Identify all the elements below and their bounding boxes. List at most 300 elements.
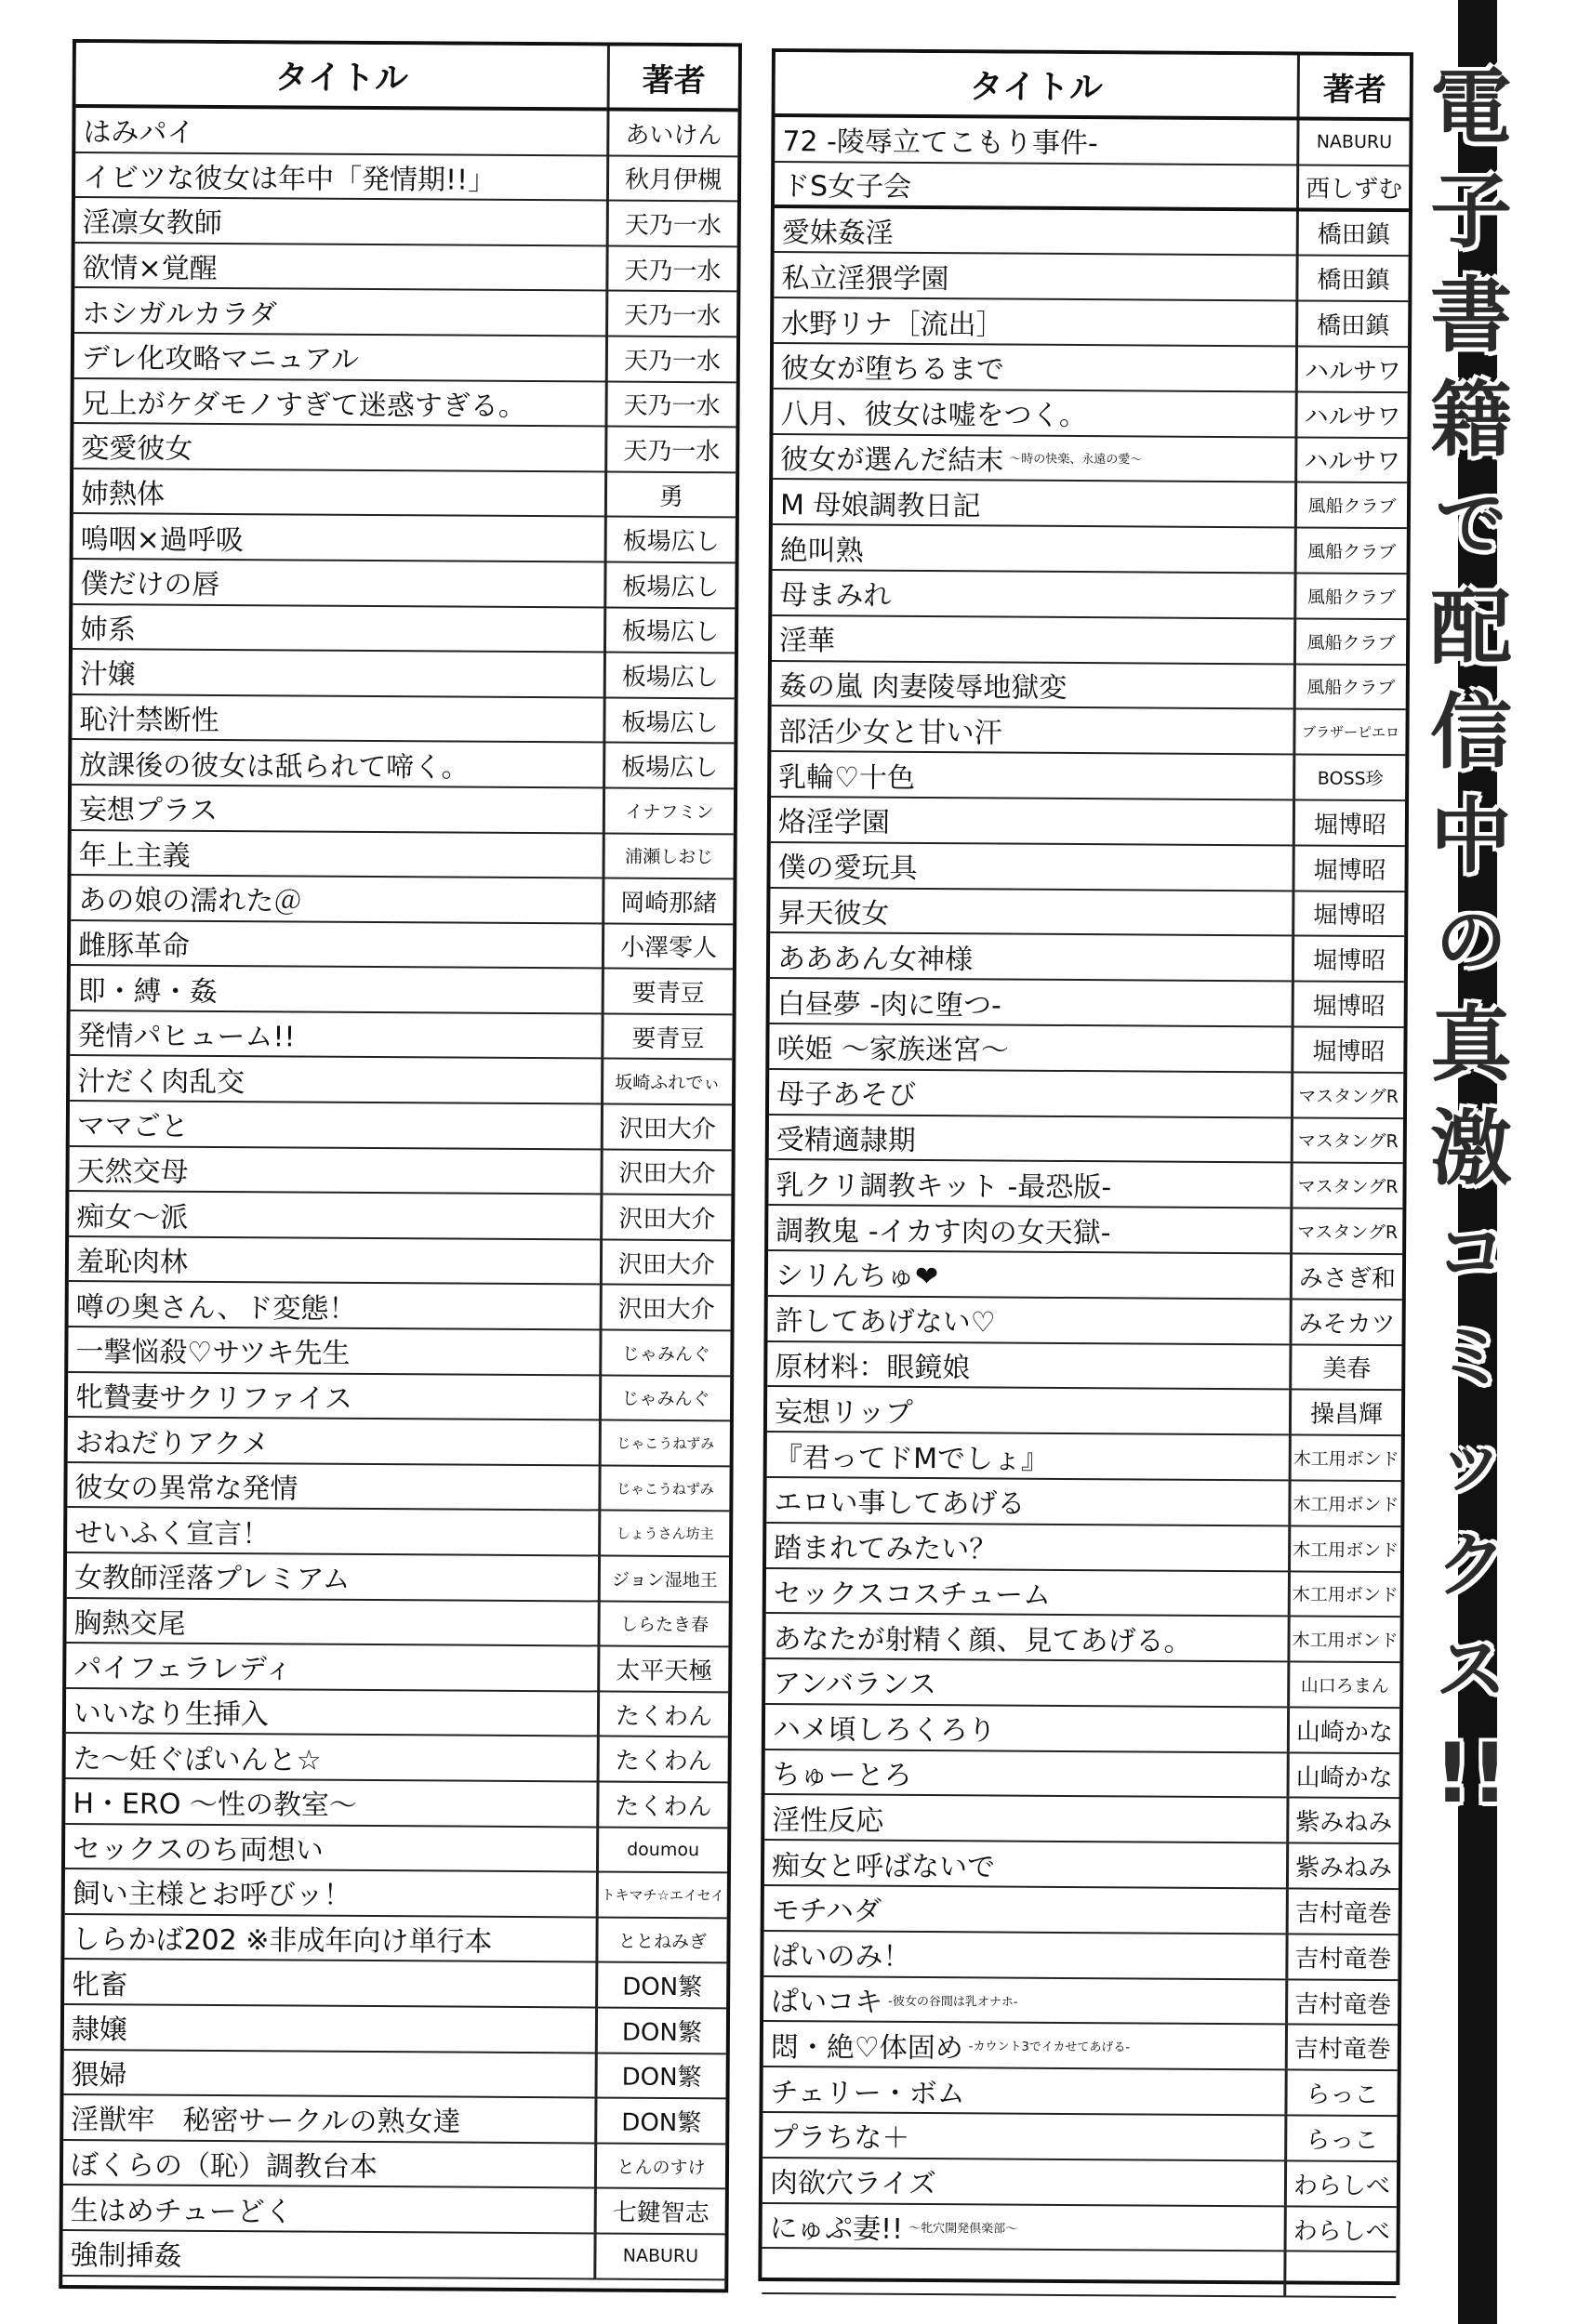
title-column-header: タイトル <box>776 52 1300 116</box>
title-text: ぼくらの（恥）調教台本 <box>70 2149 378 2185</box>
table-row <box>762 2113 1397 2162</box>
author-cell: 堀博昭 <box>1313 811 1386 839</box>
table-row <box>770 843 1404 892</box>
table-row <box>71 921 733 971</box>
title-cell <box>65 1825 599 1871</box>
table-row <box>773 390 1407 439</box>
table-row <box>63 2095 725 2145</box>
title-text: 淫性反応 <box>772 1803 884 1838</box>
table-row <box>66 1734 728 1783</box>
author-column-header: 著者 <box>642 61 706 99</box>
author-cell: 沢田大介 <box>618 1160 716 1189</box>
table-row <box>64 1960 726 2009</box>
left-title-table <box>59 39 742 2292</box>
title-cell <box>763 1977 1288 2024</box>
author-cell: 操昌輝 <box>1309 1400 1384 1430</box>
table-row <box>70 1056 732 1105</box>
title-text: パイフェラレディ <box>73 1652 293 1686</box>
banner-char: 子 <box>1429 164 1512 259</box>
table-row <box>774 298 1408 348</box>
title-text: 咲姫 〜家族迷宮〜 <box>776 1033 1010 1067</box>
author-cell: 堀博昭 <box>1313 902 1386 931</box>
right-table-body <box>762 117 1409 2298</box>
author-cell: 木工用ボンド <box>1292 1584 1399 1606</box>
banner-char: の <box>1436 899 1506 982</box>
title-text: 『君ってドMでしょ』 <box>774 1441 1050 1476</box>
banner-char: コ <box>1436 1211 1506 1294</box>
title-cell <box>67 1553 601 1600</box>
table-row <box>75 198 737 247</box>
table-row <box>66 1689 728 1738</box>
title-text: 噂の奥さん、ド変態！ <box>75 1290 357 1326</box>
author-cell: 吉村竜巻 <box>1294 1990 1392 2019</box>
table-row <box>74 334 736 383</box>
author-cell: わらしべ <box>1293 2172 1391 2200</box>
banner-char: ス <box>1436 1628 1506 1710</box>
title-text: 妄想プラス <box>78 794 219 828</box>
title-text: 一撃悩殺♡サツキ先生 <box>75 1336 351 1371</box>
table-row <box>66 1599 728 1648</box>
author-cell: 橋田鎮 <box>1317 311 1390 341</box>
table-row <box>774 344 1408 393</box>
table-row <box>72 740 734 789</box>
title-text: セックスのち両想い <box>72 1832 324 1868</box>
title-text: シリんちゅ❤ <box>775 1260 939 1294</box>
title-cell <box>75 198 609 244</box>
title-cell <box>72 740 605 786</box>
title-cell <box>770 979 1294 1025</box>
title-cell <box>73 514 607 561</box>
title-cell <box>68 1327 602 1374</box>
author-cell: みそカツ <box>1298 1310 1396 1339</box>
title-cell <box>75 153 609 200</box>
author-cell: ハルサワ <box>1304 447 1401 477</box>
table-header <box>776 52 1410 121</box>
title-text: 愛妹姦淫 <box>781 217 894 250</box>
title-cell <box>774 253 1298 299</box>
title-subtitle: 〜牝穴開発倶楽部〜 <box>908 2221 1018 2237</box>
title-text: ぱいのみ！ <box>771 1940 911 1974</box>
title-text: 母子あそび <box>776 1078 917 1113</box>
title-cell <box>767 1433 1292 1479</box>
table-row <box>773 435 1407 484</box>
table-row <box>73 605 735 654</box>
title-cell <box>773 480 1297 526</box>
title-cell <box>71 966 604 1012</box>
author-cell: 天乃一水 <box>623 437 721 467</box>
title-text: 変愛彼女 <box>81 432 193 467</box>
table-row <box>767 1297 1401 1346</box>
title-cell <box>74 288 608 335</box>
author-cell: 風船クラブ <box>1306 632 1396 654</box>
title-cell <box>68 1418 602 1464</box>
title-cell <box>62 2231 596 2278</box>
author-cell: 太平天極 <box>616 1657 713 1686</box>
table-row <box>773 525 1407 574</box>
title-cell <box>63 2185 597 2232</box>
title-text: アンバランス <box>773 1668 937 1702</box>
title-text: 発情パヒューム!! <box>77 1020 296 1054</box>
title-text: 乳クリ調教キット -最恐版- <box>776 1169 1112 1204</box>
author-cell: 天乃一水 <box>624 257 722 285</box>
author-cell: NABURU <box>1316 131 1393 153</box>
title-cell <box>770 843 1294 890</box>
title-text: 痴女〜派 <box>76 1200 189 1235</box>
table-row <box>772 616 1406 666</box>
title-text: 私立淫猥学園 <box>781 261 949 296</box>
title-text: 烙淫学園 <box>777 806 891 840</box>
banner-char: ッ <box>1436 1419 1506 1502</box>
title-subtitle: -彼女の谷間は乳オナホ- <box>888 1994 1018 2010</box>
table-row <box>65 1869 727 1919</box>
table-row <box>771 706 1405 756</box>
table-header <box>76 43 738 112</box>
table-row <box>63 2141 725 2190</box>
title-cell <box>767 1387 1292 1433</box>
title-text: 八月、彼女は嘘をつく。 <box>780 398 1088 433</box>
table-row <box>69 1282 731 1331</box>
author-cell: 岡崎那緒 <box>620 889 718 918</box>
title-text: 彼女の異常な発情 <box>74 1472 298 1506</box>
table-row <box>771 798 1405 847</box>
title-cell <box>770 933 1294 980</box>
author-cell: 橋田鎮 <box>1317 221 1390 250</box>
title-text: 白昼夢 -肉に堕つ- <box>776 987 1002 1023</box>
title-cell <box>66 1644 600 1690</box>
title-cell <box>762 2067 1287 2114</box>
title-text: 僕の愛玩具 <box>777 852 918 886</box>
title-text: 悶・絶♡体固め <box>770 2030 963 2066</box>
table-row <box>764 1795 1399 1844</box>
author-cell: 板場広し <box>621 708 719 737</box>
table-row <box>62 2231 724 2280</box>
table-row <box>75 153 737 203</box>
title-cell <box>775 208 1299 255</box>
title-text: た〜妊ぐぽいんと☆ <box>73 1742 322 1777</box>
author-cell: 吉村竜巻 <box>1293 2035 1391 2065</box>
title-text: 年上主義 <box>78 838 191 873</box>
author-cell: doumou <box>627 1839 700 1861</box>
table-row <box>767 1387 1401 1436</box>
title-text: 調教鬼 -イカす肉の女天獄- <box>776 1214 1111 1249</box>
table-row <box>768 1251 1402 1301</box>
banner-char: 籍 <box>1429 372 1512 468</box>
table-row <box>64 2005 726 2054</box>
title-text: 痴女と呼ばないで <box>771 1849 996 1884</box>
title-cell <box>68 1373 602 1419</box>
author-cell: DON繁 <box>621 2018 702 2047</box>
title-text: あの娘の濡れた＠ <box>78 884 302 918</box>
author-cell: 堀博昭 <box>1313 856 1386 885</box>
author-cell <box>1286 2252 1396 2297</box>
table-row <box>762 2204 1397 2253</box>
title-cell <box>765 1659 1290 1706</box>
author-cell: 勇 <box>658 482 684 511</box>
author-cell: 板場広し <box>622 527 720 557</box>
table-row <box>775 208 1409 257</box>
title-text: 雌豚革命 <box>77 930 191 963</box>
title-text: 彼女が堕ちるまで <box>780 352 1004 387</box>
title-subtitle: -カウント3でイカせてあげる- <box>968 2040 1131 2055</box>
title-column-header: タイトル <box>76 43 610 108</box>
title-text: 妄想リップ <box>774 1395 913 1430</box>
title-text: ママごと <box>76 1110 189 1144</box>
banner-char: で <box>1436 482 1506 565</box>
title-text: 天然交母 <box>76 1155 189 1189</box>
banner-char: ク <box>1436 1524 1506 1606</box>
table-row <box>67 1508 729 1557</box>
banner-char: !! <box>1433 1725 1509 1821</box>
table-row <box>72 695 734 745</box>
author-cell: 浦瀬しおじ <box>625 846 714 868</box>
title-text: 胸熱交尾 <box>73 1606 186 1641</box>
author-cell: 沢田大介 <box>618 1205 716 1235</box>
title-cell <box>66 1689 600 1736</box>
title-text: あああん女神様 <box>776 942 974 977</box>
table-row <box>765 1659 1399 1709</box>
table-row <box>64 1915 726 1964</box>
author-cell: 板場広し <box>621 663 719 693</box>
table-row <box>67 1463 729 1512</box>
title-cell <box>65 1779 599 1826</box>
title-text: H・ERO 〜性の教室〜 <box>73 1788 358 1823</box>
author-cell: 山崎かな <box>1295 1763 1393 1792</box>
title-subtitle: 〜時の快楽、永遠の愛〜 <box>1009 453 1143 468</box>
title-cell <box>775 163 1299 207</box>
table-row <box>73 424 736 473</box>
table-row <box>769 1024 1403 1074</box>
title-text: 乳輪♡十色 <box>778 760 916 795</box>
title-text: 生はめチューどく <box>70 2194 293 2229</box>
author-cell: 木工用ボンド <box>1293 1539 1399 1561</box>
table-row <box>770 889 1404 938</box>
title-cell <box>764 1886 1289 1933</box>
author-cell: あいけん <box>625 121 723 151</box>
title-text: 女教師淫落プレミアム <box>73 1562 351 1597</box>
author-cell: じゃこうねずみ <box>617 1434 715 1453</box>
title-text: 即・縛・姦 <box>77 974 218 1009</box>
author-cell: マスタングR <box>1298 1086 1399 1107</box>
author-cell: マスタングR <box>1297 1176 1399 1198</box>
title-text: ハメ頃しろくろり <box>772 1713 997 1748</box>
author-cell: 沢田大介 <box>617 1295 715 1325</box>
author-cell: しょうさん坊主 <box>616 1525 714 1543</box>
title-cell <box>771 706 1295 753</box>
title-cell <box>67 1508 601 1554</box>
table-row <box>63 2185 725 2235</box>
author-cell: 木工用ボンド <box>1293 1494 1399 1515</box>
table-row <box>775 163 1409 212</box>
title-cell <box>769 1024 1293 1071</box>
title-cell <box>768 1160 1293 1207</box>
table-row <box>775 117 1409 166</box>
table-row <box>767 1342 1401 1392</box>
title-text: エロい事してあげる <box>774 1486 1026 1521</box>
author-cell: 板場広し <box>622 617 720 647</box>
table-row <box>66 1644 728 1693</box>
right-title-table <box>758 48 1413 2285</box>
author-cell: マスタングR <box>1297 1130 1399 1153</box>
title-cell <box>772 616 1296 663</box>
title-cell <box>768 1297 1293 1343</box>
author-cell: 堀博昭 <box>1312 1037 1386 1066</box>
title-cell <box>768 1206 1293 1252</box>
title-text: 姉系 <box>80 613 137 647</box>
title-cell <box>70 1011 603 1058</box>
author-cell: イナフミン <box>625 801 714 823</box>
title-cell <box>73 650 606 696</box>
title-text: 恥汁禁断性 <box>79 704 219 737</box>
author-cell: じゃみんぐ <box>621 1343 710 1366</box>
table-row <box>71 966 733 1015</box>
table-row <box>769 1070 1403 1119</box>
title-cell <box>762 2204 1287 2251</box>
title-cell <box>772 571 1296 617</box>
title-text: 僕だけの唇 <box>80 568 220 602</box>
title-cell <box>72 695 605 742</box>
table-row <box>67 1553 729 1603</box>
title-cell <box>73 605 606 652</box>
author-cell: 美春 <box>1322 1355 1372 1384</box>
author-cell: らっこ <box>1306 2080 1379 2110</box>
banner-char: 中 <box>1429 788 1512 884</box>
title-text: ホシガルカラダ <box>82 297 278 332</box>
table-row <box>765 1614 1399 1663</box>
author-cell: 天乃一水 <box>624 211 722 241</box>
title-text: 水野リナ［流出］ <box>781 307 1004 342</box>
author-cell: 沢田大介 <box>617 1250 716 1279</box>
title-cell <box>69 1282 603 1328</box>
author-cell: じゃこうねずみ <box>616 1480 715 1498</box>
author-cell: みさぎ和 <box>1298 1264 1397 1293</box>
table-row <box>69 1237 731 1287</box>
title-cell <box>766 1524 1291 1570</box>
table-row <box>74 244 736 293</box>
banner-char: 信 <box>1429 684 1512 780</box>
author-cell: ジョン湿地王 <box>612 1569 718 1591</box>
title-cell <box>69 1147 603 1194</box>
title-cell <box>74 244 608 290</box>
table-row <box>73 560 735 609</box>
title-cell <box>762 2159 1287 2205</box>
author-cell: ブラザーピエロ <box>1301 723 1400 742</box>
title-text: チェリー・ボム <box>770 2076 965 2110</box>
author-cell: DON繁 <box>622 1973 703 2002</box>
table-row <box>63 2051 725 2100</box>
title-text: 淫凛女教師 <box>82 206 222 241</box>
title-cell <box>66 1734 600 1780</box>
banner-char: 配 <box>1429 580 1512 676</box>
title-cell <box>73 560 606 606</box>
author-cell: トキマチ☆エイセイ <box>601 1886 725 1905</box>
author-cell: ととねみぎ <box>617 1931 708 1952</box>
author-cell: 山口ろまん <box>1300 1675 1389 1697</box>
author-cell: 天乃一水 <box>623 391 721 421</box>
author-cell: 小澤零人 <box>619 934 718 963</box>
table-row <box>768 1206 1402 1255</box>
author-cell: 坂崎ふれでぃ <box>615 1072 722 1094</box>
title-text: にゅぷ妻!! <box>769 2212 904 2246</box>
table-row <box>74 288 736 337</box>
title-cell <box>767 1342 1292 1389</box>
title-cell <box>771 798 1295 844</box>
title-cell <box>763 2022 1288 2068</box>
table-row <box>72 786 734 835</box>
table-row <box>72 831 734 880</box>
author-cell: 秋月伊槻 <box>624 166 723 195</box>
title-text: 汁だく肉乱交 <box>77 1064 245 1099</box>
author-column-header: 著者 <box>1322 71 1386 109</box>
table-row <box>762 2249 1396 2298</box>
table-row <box>767 1433 1401 1482</box>
title-cell <box>770 889 1294 935</box>
title-cell <box>71 876 604 922</box>
author-cell: 沢田大介 <box>618 1115 716 1144</box>
author-cell: DON繁 <box>621 2108 702 2138</box>
banner-char: ミ <box>1436 1315 1506 1398</box>
title-text: 淫華 <box>778 625 836 658</box>
title-cell <box>63 2095 597 2142</box>
title-cell <box>73 469 607 516</box>
title-cell <box>72 786 605 832</box>
title-cell <box>65 1869 599 1916</box>
title-cell <box>74 334 608 380</box>
title-text: はみパイ <box>83 116 195 151</box>
title-cell <box>64 1960 598 2006</box>
table-row <box>762 2067 1397 2117</box>
title-text: 部活少女と甘い汗 <box>778 715 1002 750</box>
author-cell: ハルサワ <box>1304 403 1401 431</box>
title-cell <box>64 1915 598 1961</box>
author-cell: とんのすけ <box>617 2157 706 2178</box>
table-row <box>73 469 736 519</box>
banner-char: 電 <box>1429 59 1512 155</box>
author-cell: じゃみんぐ <box>621 1389 710 1410</box>
title-text: プラちな＋ <box>770 2121 910 2156</box>
table-row <box>772 662 1406 711</box>
title-text: 飼い主様とお呼びッ！ <box>72 1878 351 1913</box>
title-cell <box>64 2005 598 2052</box>
table-row <box>762 2159 1397 2208</box>
banner-char: 書 <box>1429 268 1512 363</box>
table-row <box>773 480 1407 529</box>
table-row <box>73 379 736 429</box>
title-text: いいなり生挿入 <box>73 1697 270 1732</box>
title-cell <box>71 921 604 968</box>
author-cell: 要青豆 <box>631 979 705 1009</box>
author-cell: 板場広し <box>621 753 719 783</box>
title-cell <box>762 2113 1287 2159</box>
title-text: ドS女子会 <box>781 170 912 205</box>
table-row <box>73 514 736 563</box>
title-cell <box>70 1102 603 1148</box>
author-cell: 天乃一水 <box>623 347 721 376</box>
vertical-banner <box>1423 56 1519 1826</box>
author-cell: DON繁 <box>621 2063 702 2093</box>
author-cell: しらたき春 <box>620 1615 709 1636</box>
author-cell: 橋田鎮 <box>1317 266 1390 296</box>
author-cell: 板場広し <box>622 573 720 601</box>
table-row <box>68 1373 730 1422</box>
title-text: デレ化攻略マニュアル <box>81 342 360 377</box>
title-text: 彼女が選んだ結末 <box>780 443 1004 478</box>
author-cell: 風船クラブ <box>1306 587 1396 608</box>
table-row <box>765 1705 1399 1754</box>
table-row <box>763 2022 1398 2071</box>
title-cell <box>769 1116 1293 1162</box>
title-cell <box>773 390 1297 436</box>
author-cell: 木工用ボンド <box>1292 1630 1399 1652</box>
